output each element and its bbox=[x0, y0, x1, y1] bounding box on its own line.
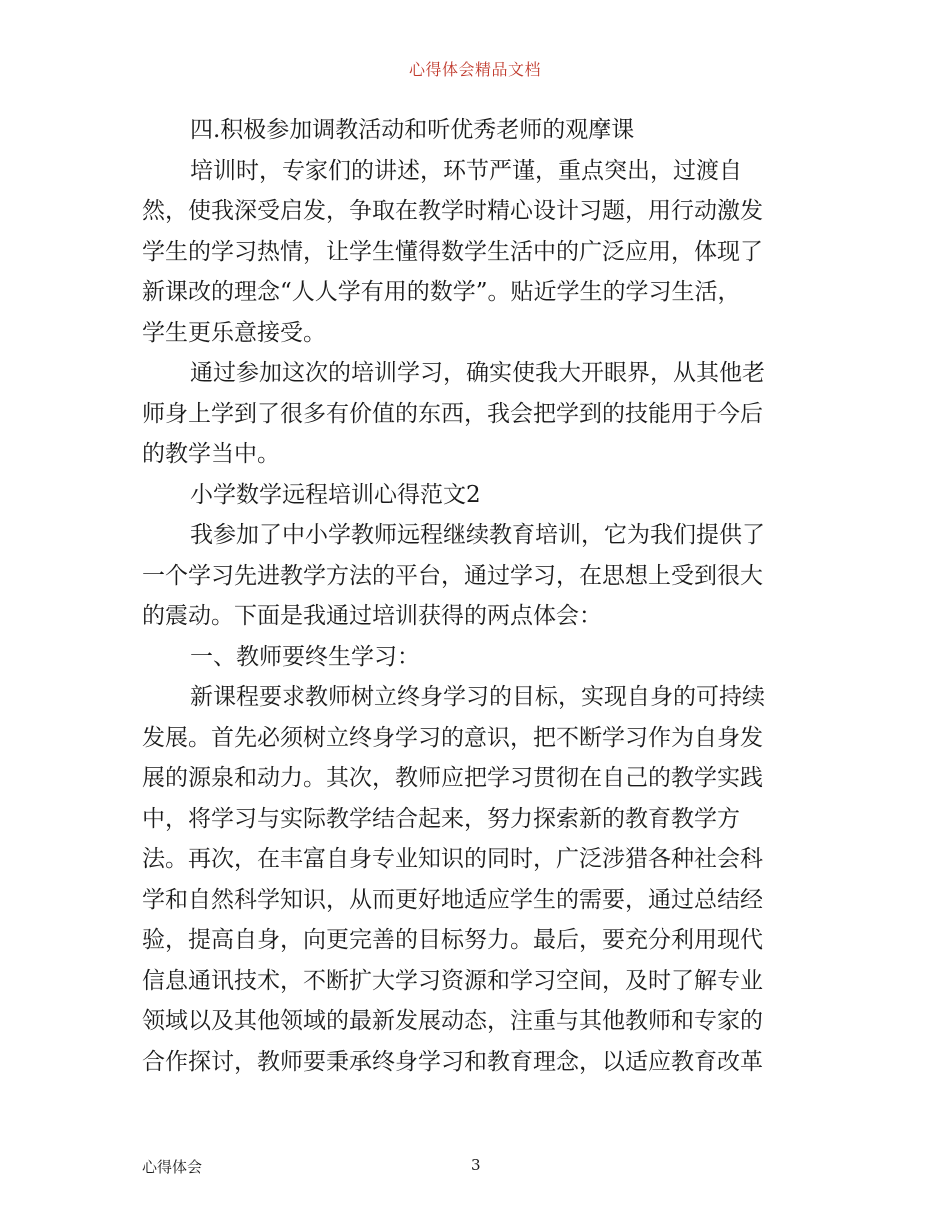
document-body bbox=[142, 110, 814, 1082]
paragraph-line: 信息通讯技术，不断扩大学习资源和学习空间，及时了解专业 bbox=[142, 967, 763, 994]
paragraph-line: 展的源泉和动力。其次，教师应把学习贯彻在自己的教学实践 bbox=[142, 765, 763, 791]
paragraph-line: 发展。首先必须树立终身学习的意识，把不断学习作为自身发 bbox=[142, 724, 763, 751]
paragraph-line: 学生的学习热情，让学生懂得数学生活中的广泛应用，体现了 bbox=[142, 238, 763, 265]
paragraph-line: 验，提高自身，向更完善的目标努力。最后，要充分利用现代 bbox=[142, 927, 763, 953]
paragraph-line: 四.积极参加调教活动和听优秀老师的观摩课 bbox=[190, 117, 635, 143]
footer-label: 心得体会 bbox=[142, 1158, 203, 1176]
paragraph-line: 然，使我深受启发，争取在教学时精心设计习题，用行动激发 bbox=[142, 198, 763, 224]
paragraph-line: 师身上学到了很多有价值的东西，我会把学到的技能用于今后 bbox=[142, 400, 763, 427]
paragraph-line: 培训时，专家们的讲述，环节严谨，重点突出，过渡自 bbox=[190, 157, 742, 184]
paragraph-line: 合作探讨，教师要秉承终身学习和教育理念，以适应教育改革 bbox=[142, 1048, 763, 1075]
paragraph-line: 通过参加这次的培训学习，确实使我大开眼界，从其他老 bbox=[190, 360, 765, 386]
page-number: 3 bbox=[471, 1156, 481, 1174]
paragraph-line: 我参加了中小学教师远程继续教育培训，它为我们提供了 bbox=[190, 522, 765, 548]
paragraph-line: 法。再次，在丰富自身专业知识的同时，广泛涉猎各种社会科 bbox=[142, 846, 763, 872]
paragraph-line: 的教学当中。 bbox=[142, 441, 280, 467]
paragraph-line: 领域以及其他领域的最新发展动态，注重与其他教师和专家的 bbox=[142, 1008, 763, 1034]
paragraph-line: 一个学习先进教学方法的平台，通过学习，在思想上受到很大 bbox=[142, 562, 763, 589]
paragraph-line: 学生更乐意接受。 bbox=[142, 319, 326, 346]
subsection-heading: 一、教师要终生学习： bbox=[190, 643, 420, 670]
paragraph-line: 新课改的理念“人人学有用的数学”。贴近学生的学习生活， bbox=[142, 279, 741, 305]
paragraph-line: 的震动。下面是我通过培训获得的两点体会： bbox=[142, 603, 602, 629]
paragraph-line: 新课程要求教师树立终身学习的目标，实现自身的可持续 bbox=[190, 684, 765, 710]
page-header-title: 心得体会精品文档 bbox=[408, 60, 541, 79]
section-heading: 小学数学远程培训心得范文2 bbox=[190, 481, 481, 508]
paragraph-line: 学和自然科学知识，从而更好地适应学生的需要，通过总结经 bbox=[142, 886, 763, 913]
paragraph-line: 中，将学习与实际教学结合起来，努力探索新的教育教学方 bbox=[142, 805, 740, 832]
